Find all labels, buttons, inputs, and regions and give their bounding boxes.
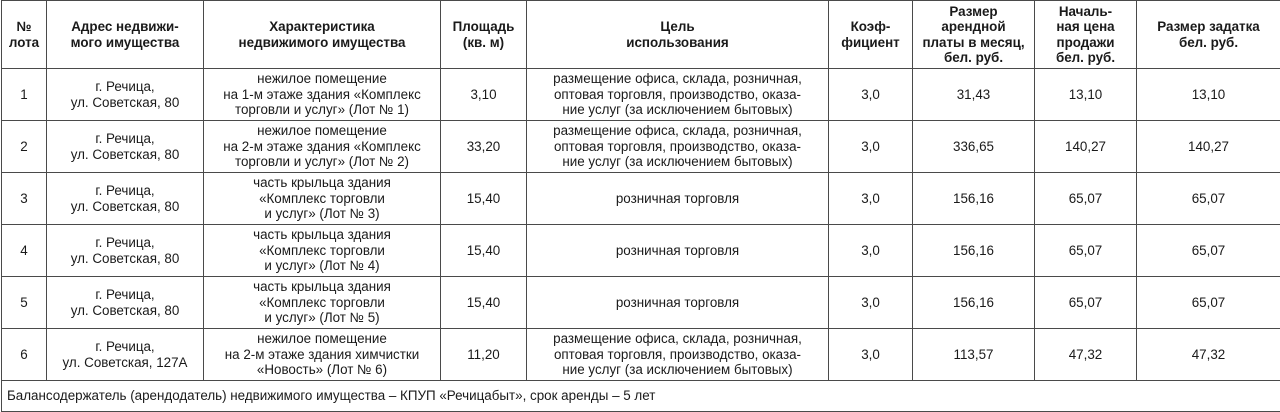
cell-description: часть крыльца здания «Комплекс торговли и услуг» (Лот № 4)	[204, 225, 441, 277]
header-address: Адрес недвижи- мого имущества	[47, 1, 204, 69]
cell-purpose: размещение офиса, склада, розничная, оптовая торговля, производство, оказа- ние услуг (за исключением бытовых)	[527, 121, 829, 173]
table-row	[2, 69, 1280, 121]
cell-description: часть крыльца здания «Комплекс торговли и услуг» (Лот № 3)	[204, 173, 441, 225]
cell-deposit: 65,07	[1137, 225, 1280, 277]
header-num: № лота	[2, 1, 47, 69]
cell-price: 65,07	[1035, 277, 1137, 329]
cell-purpose: розничная торговля	[527, 225, 829, 277]
cell-coef: 3,0	[829, 173, 913, 225]
cell-rent: 113,57	[913, 329, 1035, 381]
header-rent: Размер арендной платы в месяц, бел. руб.	[913, 1, 1035, 69]
cell-address: г. Речица, ул. Советская, 80	[47, 173, 204, 225]
cell-rent: 31,43	[913, 69, 1035, 121]
header-purpose: Цель использования	[527, 1, 829, 69]
table-row	[2, 329, 1280, 381]
cell-price: 47,32	[1035, 329, 1137, 381]
cell-area: 33,20	[441, 121, 527, 173]
cell-deposit: 65,07	[1137, 277, 1280, 329]
cell-purpose: размещение офиса, склада, розничная, оптовая торговля, производство, оказа- ние услуг (за исключением бытовых)	[527, 69, 829, 121]
cell-description: часть крыльца здания «Комплекс торговли и услуг» (Лот № 5)	[204, 277, 441, 329]
cell-purpose: розничная торговля	[527, 173, 829, 225]
cell-deposit: 65,07	[1137, 173, 1280, 225]
header-area: Площадь (кв. м)	[441, 1, 527, 69]
table-row	[2, 277, 1280, 329]
cell-area: 11,20	[441, 329, 527, 381]
cell-address: г. Речица, ул. Советская, 127А	[47, 329, 204, 381]
cell-description: нежилое помещение на 2-м этаже здания «Комплекс торговли и услуг» (Лот № 2)	[204, 121, 441, 173]
cell-num: 6	[2, 329, 47, 381]
cell-price: 140,27	[1035, 121, 1137, 173]
footer-note: Балансодержатель (арендодатель) недвижимого имущества – КПУП «Речицабыт», срок аренды – 5 лет	[2, 381, 1280, 412]
cell-address: г. Речица, ул. Советская, 80	[47, 69, 204, 121]
cell-coef: 3,0	[829, 69, 913, 121]
cell-description: нежилое помещение на 1-м этаже здания «Комплекс торговли и услуг» (Лот № 1)	[204, 69, 441, 121]
cell-num: 3	[2, 173, 47, 225]
cell-purpose: размещение офиса, склада, розничная, оптовая торговля, производство, оказа- ние услуг (за исключением бытовых)	[527, 329, 829, 381]
cell-num: 5	[2, 277, 47, 329]
header-description: Характеристика недвижимого имущества	[204, 1, 441, 69]
cell-price: 65,07	[1035, 225, 1137, 277]
cell-address: г. Речица, ул. Советская, 80	[47, 225, 204, 277]
cell-purpose: розничная торговля	[527, 277, 829, 329]
header-price: Началь- ная цена продажи бел. руб.	[1035, 1, 1137, 69]
cell-area: 3,10	[441, 69, 527, 121]
cell-rent: 156,16	[913, 225, 1035, 277]
cell-coef: 3,0	[829, 121, 913, 173]
header-deposit: Размер задатка бел. руб.	[1137, 1, 1280, 69]
cell-area: 15,40	[441, 277, 527, 329]
cell-price: 13,10	[1035, 69, 1137, 121]
cell-deposit: 47,32	[1137, 329, 1280, 381]
cell-rent: 336,65	[913, 121, 1035, 173]
cell-coef: 3,0	[829, 329, 913, 381]
cell-coef: 3,0	[829, 225, 913, 277]
table-row	[2, 121, 1280, 173]
cell-num: 4	[2, 225, 47, 277]
cell-address: г. Речица, ул. Советская, 80	[47, 277, 204, 329]
cell-rent: 156,16	[913, 277, 1035, 329]
cell-num: 1	[2, 69, 47, 121]
cell-address: г. Речица, ул. Советская, 80	[47, 121, 204, 173]
cell-deposit: 140,27	[1137, 121, 1280, 173]
cell-coef: 3,0	[829, 277, 913, 329]
lots-table	[1, 0, 1280, 412]
cell-description: нежилое помещение на 2-м этаже здания химчистки «Новость» (Лот № 6)	[204, 329, 441, 381]
cell-rent: 156,16	[913, 173, 1035, 225]
header-row	[2, 1, 1280, 69]
cell-num: 2	[2, 121, 47, 173]
cell-price: 65,07	[1035, 173, 1137, 225]
table-row	[2, 225, 1280, 277]
cell-deposit: 13,10	[1137, 69, 1280, 121]
cell-area: 15,40	[441, 173, 527, 225]
table-row	[2, 173, 1280, 225]
cell-area: 15,40	[441, 225, 527, 277]
header-coef: Коэф- фициент	[829, 1, 913, 69]
